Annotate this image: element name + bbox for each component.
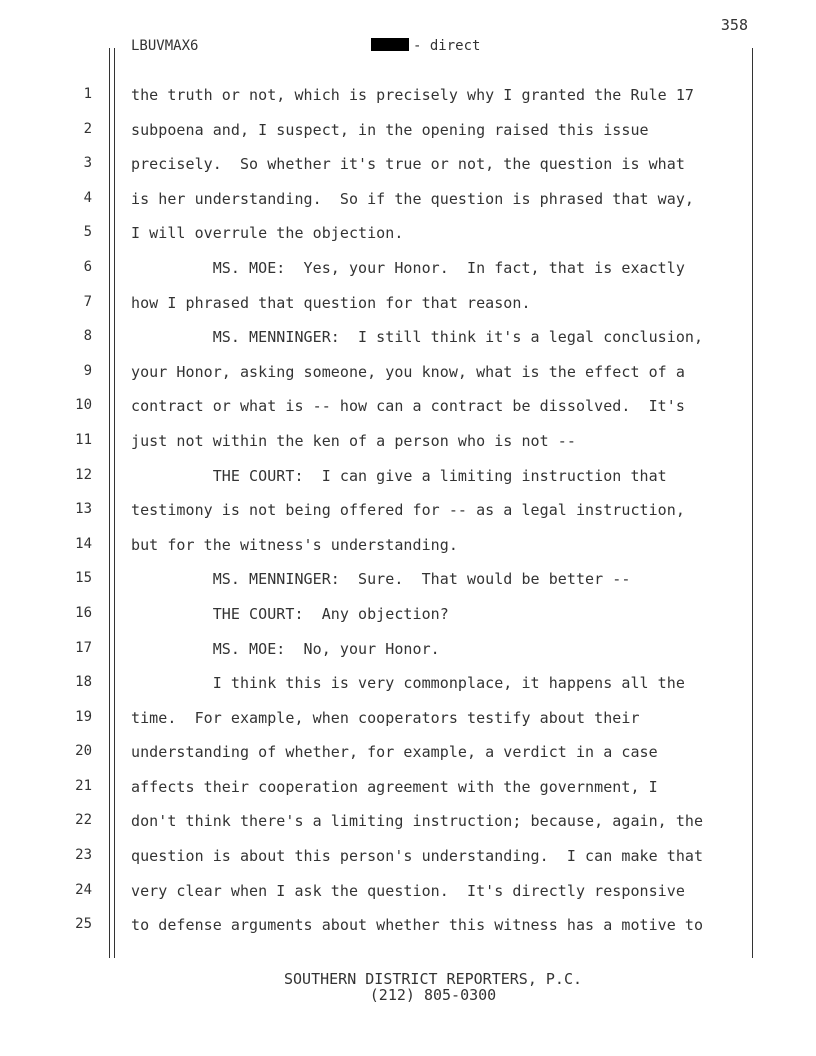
transcript-line <box>0 182 816 217</box>
line-number: 13 <box>75 501 92 518</box>
line-text: but for the witness's understanding. <box>131 535 458 554</box>
header-witness <box>371 38 480 54</box>
line-text: how I phrased that question for that reason. <box>131 293 531 312</box>
transcript-line <box>0 286 816 321</box>
line-text: subpoena and, I suspect, in the opening raised this issue <box>131 120 649 139</box>
line-number: 1 <box>83 86 92 102</box>
line-number: 18 <box>75 674 92 691</box>
line-text: THE COURT: I can give a limiting instruction that <box>131 466 667 485</box>
line-number: 11 <box>75 431 92 448</box>
transcript-line <box>0 389 816 424</box>
transcript-line <box>0 216 816 251</box>
transcript-line <box>0 562 816 597</box>
line-text: question is about this person's understanding. I can make that <box>131 847 704 866</box>
line-number: 10 <box>75 397 92 414</box>
line-number: 9 <box>83 362 92 379</box>
line-text: testimony is not being offered for -- as a legal instruction, <box>131 501 685 520</box>
line-text: very clear when I ask the question. It's directly responsive <box>131 881 685 900</box>
transcript-line <box>0 666 816 701</box>
line-number: 5 <box>83 224 92 241</box>
footer-phone: (212) 805-0300 <box>369 986 497 1004</box>
line-text: your Honor, asking someone, you know, what is the effect of a <box>131 362 685 381</box>
line-text: precisely. So whether it's true or not, the question is what <box>131 155 685 174</box>
page-number: 358 <box>720 16 748 34</box>
line-number: 4 <box>83 189 92 206</box>
line-number: 8 <box>83 328 92 345</box>
line-text: MS. MOE: Yes, your Honor. In fact, that is exactly <box>131 258 685 277</box>
line-text: MS. MENNINGER: I still think it's a legal conclusion, <box>131 328 704 347</box>
line-text: is her understanding. So if the question is phrased that way, <box>131 189 695 208</box>
transcript-line <box>0 147 816 182</box>
transcript-line <box>0 874 816 909</box>
transcript-line <box>0 701 816 736</box>
line-number: 20 <box>75 743 92 760</box>
line-number: 14 <box>75 535 92 552</box>
transcript-line <box>0 251 816 286</box>
line-number: 15 <box>75 570 92 587</box>
line-text: THE COURT: Any objection? <box>131 604 449 623</box>
transcript-line <box>0 424 816 459</box>
line-number: 16 <box>75 604 92 621</box>
header-direct-label: - direct <box>413 38 481 54</box>
line-number: 24 <box>75 881 92 898</box>
line-text: MS. MENNINGER: Sure. That would be better -- <box>131 570 631 589</box>
transcript-line <box>0 493 816 528</box>
line-number: 21 <box>75 777 92 794</box>
transcript-line <box>0 632 816 667</box>
line-number: 25 <box>75 916 92 933</box>
transcript-line <box>0 597 816 632</box>
footer-reporter: SOUTHERN DISTRICT REPORTERS, P.C. <box>283 970 582 988</box>
line-number: 7 <box>83 293 92 310</box>
line-text: contract or what is -- how can a contract be dissolved. It's <box>131 397 685 416</box>
transcript-line <box>0 839 816 874</box>
line-text: to defense arguments about whether this witness has a motive to <box>131 916 704 935</box>
transcript-line <box>0 113 816 148</box>
line-text: MS. MOE: No, your Honor. <box>131 639 440 658</box>
transcript-line <box>0 735 816 770</box>
line-text: don't think there's a limiting instruction; because, again, the <box>131 812 704 831</box>
line-text: the truth or not, which is precisely why I granted the Rule 17 <box>131 86 695 104</box>
line-text: affects their cooperation agreement with the government, I <box>131 777 658 796</box>
line-text: just not within the ken of a person who is not -- <box>131 431 576 450</box>
line-number: 17 <box>75 639 92 656</box>
line-number: 19 <box>75 708 92 725</box>
line-text: I will overrule the objection. <box>131 224 404 243</box>
transcript-line <box>0 804 816 839</box>
transcript-line <box>0 320 816 355</box>
line-text: understanding of whether, for example, a verdict in a case <box>131 743 658 762</box>
header-case-id: LBUVMAX6 <box>131 38 199 54</box>
line-number: 23 <box>75 847 92 864</box>
line-number: 2 <box>83 120 92 137</box>
line-number: 22 <box>75 812 92 829</box>
line-text: time. For example, when cooperators testify about their <box>131 708 640 727</box>
line-number: 6 <box>83 258 92 275</box>
transcript-line <box>0 528 816 563</box>
transcript-line <box>0 459 816 494</box>
transcript-line <box>0 770 816 805</box>
redaction-box <box>371 38 409 51</box>
transcript-lines <box>0 78 816 943</box>
transcript-line <box>0 78 816 113</box>
line-text: I think this is very commonplace, it happens all the <box>131 674 685 693</box>
line-number: 3 <box>83 155 92 172</box>
line-number: 12 <box>75 466 92 483</box>
transcript-line <box>0 355 816 390</box>
transcript-line <box>0 908 816 943</box>
